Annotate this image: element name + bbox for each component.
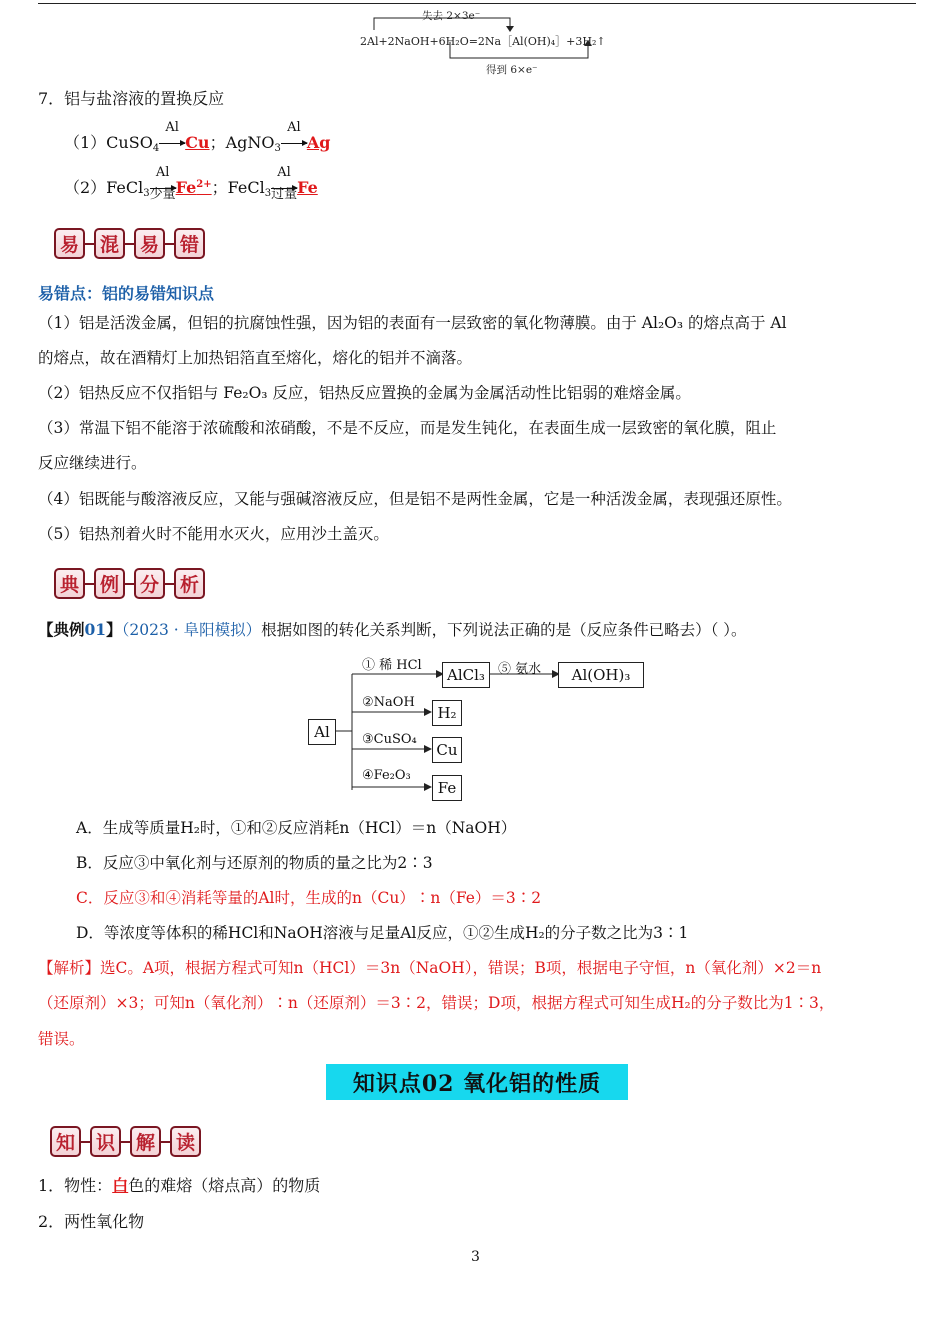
box-fe: Fe [432, 775, 462, 801]
sub-3: 3 [143, 188, 150, 199]
mistake-p1b: 的熔点，故在酒精灯上加热铝箔直至熔化，熔化的铝并不滴落。 [38, 349, 473, 367]
badge-char: 解 [130, 1126, 161, 1157]
electron-lost-label: 失去 2×3e⁻ [422, 10, 481, 22]
page-number: 3 [471, 1249, 480, 1265]
badge-char: 错 [174, 228, 205, 259]
example-question [38, 622, 747, 639]
arrow-under-label: 少量 [149, 187, 176, 202]
badge-char: 知 [50, 1126, 81, 1157]
mistake-p3b: 反应继续进行。 [38, 454, 147, 472]
item7-line1 [64, 120, 331, 154]
arrow-over-label: Al [165, 120, 179, 135]
property-line1 [38, 1178, 320, 1194]
box-aloh3: Al(OH)₃ [558, 662, 644, 688]
arrow-under-label: 过量 [271, 187, 298, 202]
analysis-line3: 错误。 [38, 1030, 85, 1048]
section-title: 知识点02 氧化铝的性质 [326, 1064, 628, 1100]
badge-char: 易 [134, 228, 165, 259]
badge-char: 分 [134, 568, 165, 599]
label-r2: ②NaOH [362, 695, 415, 710]
option-a: A．生成等质量H₂时，①和②反应消耗n（HCl）＝n（NaOH） [76, 819, 517, 837]
badge-confusion [54, 228, 205, 259]
box-cu: Cu [432, 737, 462, 763]
mistake-p3a: （3）常温下铝不能溶于浓硫酸和浓硝酸，不是不反应，而是发生钝化，在表面生成一层致密的氧化膜，阻止 [38, 419, 777, 437]
example-source: （2023 · 阜阳模拟） [121, 621, 262, 639]
arrow-over-label: Al [155, 165, 170, 180]
property-answer: 白 [112, 1176, 129, 1195]
conversion-diagram [300, 650, 660, 800]
product-fe2 [176, 178, 212, 197]
reaction-arrow [281, 120, 307, 151]
example-tag-close: 】 [106, 620, 122, 639]
badge-char: 例 [94, 568, 125, 599]
option-d: D．等浓度等体积的稀HCl和NaOH溶液与足量Al反应，①②生成H₂的分子数之比为3∶1 [76, 924, 689, 942]
arrow-over-label: Al [287, 120, 301, 135]
example-tag: 【典例 [38, 620, 85, 639]
property-suffix: 色的难熔（熔点高）的物质 [128, 1176, 321, 1195]
cuso4-text: （1）CuSO [64, 133, 153, 152]
example-number: 01 [84, 620, 107, 639]
label-r3: ③CuSO₄ [362, 732, 417, 747]
badge-knowledge [50, 1126, 201, 1157]
mistake-p1a: （1）铝是活泼金属，但铝的抗腐蚀性强，因为铝的表面有一层致密的氧化物薄膜。由于 Al₂O₃ 的熔点高于 Al [38, 314, 787, 332]
product-cu: Cu [185, 133, 210, 152]
reaction-arrow [149, 165, 176, 202]
option-c: C．反应③和④消耗等量的Al时，生成的n（Cu）∶n（Fe）＝3∶2 [76, 889, 542, 907]
box-alcl3: AlCl₃ [442, 662, 490, 688]
product-fe: Fe [297, 178, 318, 197]
badge-char: 典 [54, 568, 85, 599]
label-r1: ① 稀 HCl [362, 658, 422, 673]
box-h2: H₂ [432, 700, 462, 726]
example-stem: 根据如图的转化关系判断，下列说法正确的是（反应条件已略去）（ ）。 [261, 621, 747, 639]
box-al: Al [308, 719, 336, 745]
aluminum-naoh-equation: 2Al+2NaOH+6H₂O=2Na［Al(OH)₄］+3H₂↑ [360, 35, 606, 48]
top-rule [38, 3, 916, 4]
sub-3: 3 [264, 188, 272, 199]
property-prefix: 1．物性： [38, 1176, 113, 1195]
option-b: B．反应③中氧化剂与还原剂的物质的量之比为2∶3 [76, 854, 433, 872]
sub-4: 4 [152, 143, 160, 154]
mistake-p2: （2）铝热反应不仅指铝与 Fe₂O₃ 反应，铝热反应置换的金属为金属活动性比铝弱的难熔金属。 [38, 384, 691, 402]
fecl3-text: ；FeCl [211, 178, 265, 197]
agno3-text: ；AgNO [209, 133, 275, 152]
badge-char: 识 [90, 1126, 121, 1157]
reaction-arrow [159, 120, 185, 151]
analysis-line1: 【解析】选C。A项，根据方程式可知n（HCl）＝3n（NaOH），错误；B项，根据电子守恒，n（氧化剂）×2＝n [38, 959, 822, 977]
property-line2: 2．两性氧化物 [38, 1212, 145, 1231]
badge-example [54, 568, 205, 599]
badge-char: 易 [54, 228, 85, 259]
label-r4: ④Fe₂O₃ [362, 768, 411, 783]
electron-gained-label: 得到 6×e⁻ [486, 64, 538, 76]
arrow-over-label: Al [277, 165, 291, 180]
fe-text: Fe [175, 178, 197, 197]
mistake-p5: （5）铝热剂着火时不能用水灭火，应用沙土盖灭。 [38, 525, 389, 543]
product-ag: Ag [306, 133, 331, 152]
sub-3: 3 [274, 143, 281, 154]
badge-char: 混 [94, 228, 125, 259]
mistakes-heading: 易错点：铝的易错知识点 [38, 284, 215, 303]
mistake-p4: （4）铝既能与酸溶液反应，又能与强碱溶液反应，但是铝不是两性金属，它是一种活泼金属，表现强还原性。 [38, 490, 792, 508]
badge-char: 析 [174, 568, 205, 599]
reaction-arrow [271, 165, 298, 202]
analysis-line2: （还原剂）×3；可知n（氧化剂）∶n（还原剂）＝3∶2，错误；D项，根据方程式可知生成H₂的分子数比为1∶3， [38, 994, 835, 1012]
item7-line2 [64, 165, 318, 202]
label-r5: ⑤ 氨水 [498, 662, 542, 677]
fecl3-text: （2）FeCl [64, 178, 144, 197]
item7-title: 7．铝与盐溶液的置换反应 [38, 89, 225, 108]
charge-sup: 2+ [196, 179, 212, 190]
badge-char: 读 [170, 1126, 201, 1157]
